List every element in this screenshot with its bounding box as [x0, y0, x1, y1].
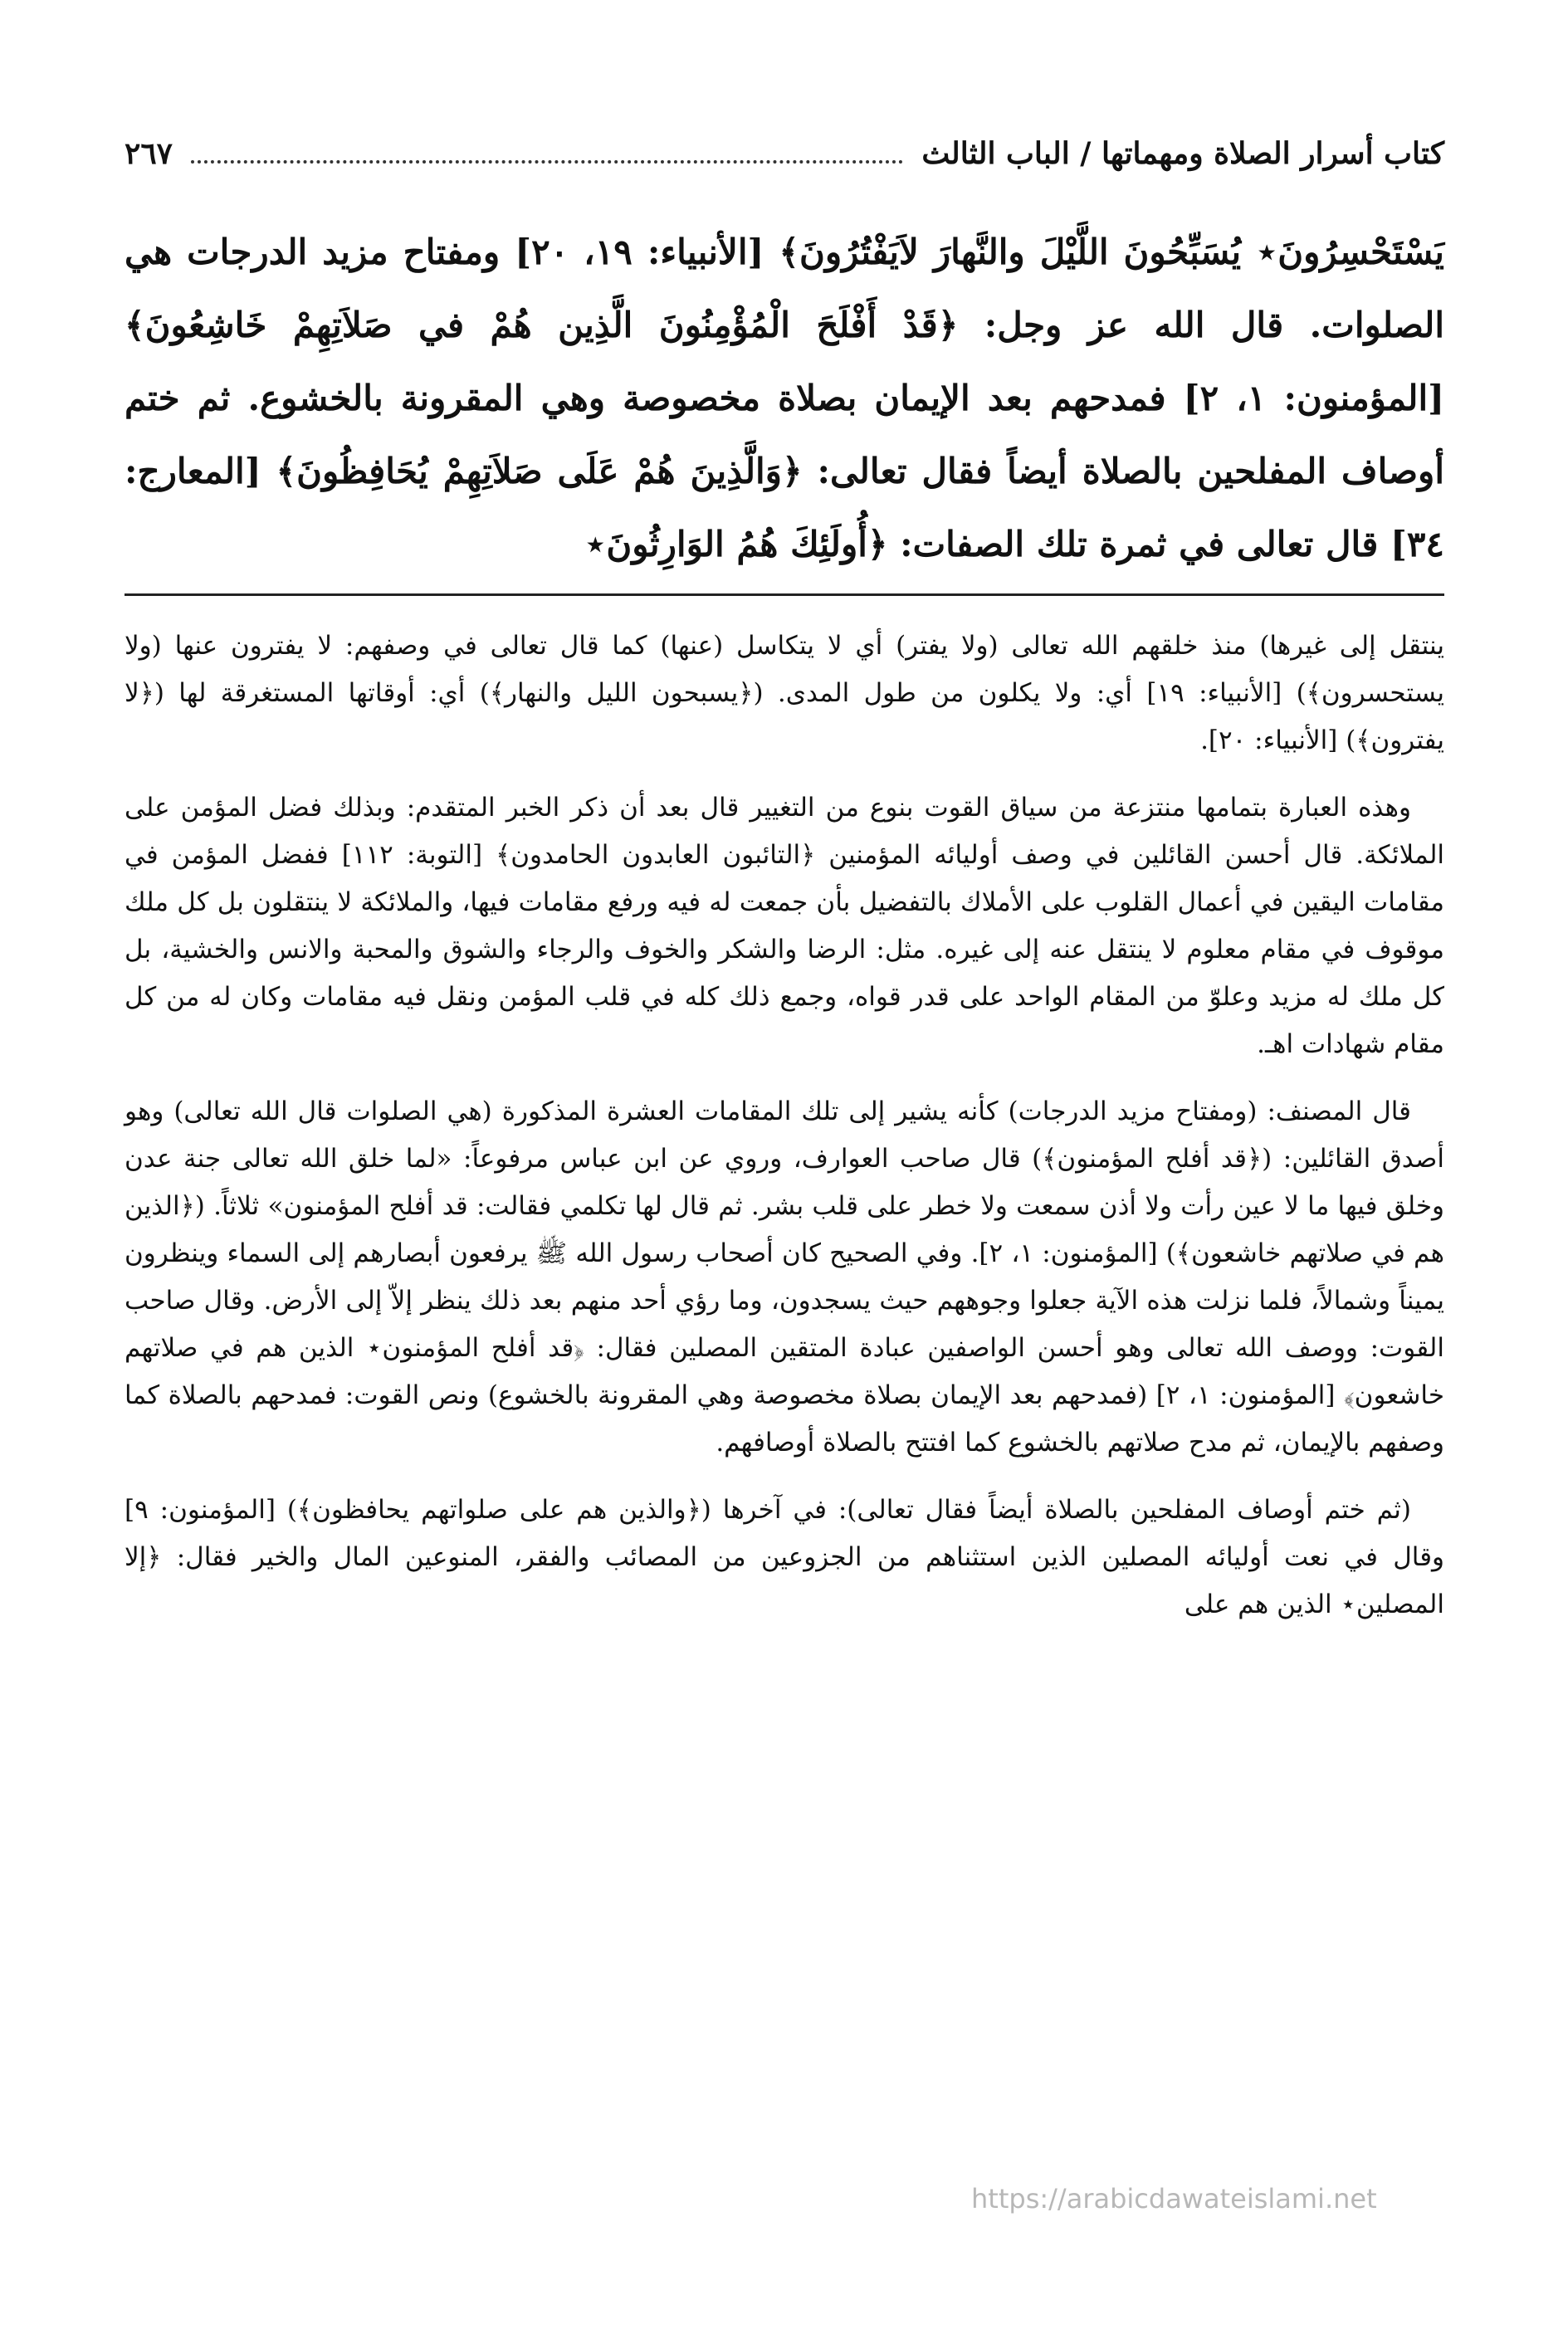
header-leader-dots [191, 160, 903, 164]
commentary-paragraph-3: قال المصنف: (ومفتاح مزيد الدرجات) كأنه يشير إلى تلك المقامات العشرة المذكورة (هي الصلوات قال الله تعالى) وهو أصدق القائلين: (﴿قد أفلح المؤمنون﴾) قال صاحب العوارف، وروي عن ابن عباس مرفوعاً: «لما خلق الله تعالى جنة عدن وخلق فيها ما لا عين رأت ولا أذن سمعت ولا خطر على قلب بشر. ثم قال لها تكلمي فقالت: قد أفلح المؤمنون» ثلاثاً. (﴿الذين هم في صلاتهم خاشعون﴾) [المؤمنون: ١، ٢]. وفي الصحيح كان أصحاب رسول الله ﷺ يرفعون أبصارهم إلى السماء وينظرون يميناً وشمالاً، فلما نزلت هذه الآية جعلوا وجوههم حيث يسجدون، وما رؤي أحد منهم بعد ذلك ينظر إلاّ إلى الأرض. وقال صاحب القوت: ووصف الله تعالى وهو أحسن الواصفين عبادة المتقين المصلين فقال: ﴿قد أفلح المؤمنون⋆ الذين هم في صلاتهم خاشعون﴾ [المؤمنون: ١، ٢] (فمدحهم بعد الإيمان بصلاة مخصوصة وهي المقرونة بالخشوع) ونص القوت: فمدحهم بالصلاة كما وصفهم بالإيمان، ثم مدح صلاتهم بالخشوع كما افتتح بالصلاة أوصافهم. [125, 1096, 1445, 1458]
header-title: كتاب أسرار الصلاة ومهماتها / الباب الثالث [921, 136, 1444, 171]
commentary-paragraph-2: وهذه العبارة بتمامها منتزعة من سياق القوت بنوع من التغيير قال بعد أن ذكر الخبر المتقدم: وبذلك فضل المؤمن على الملائكة. قال أحسن القائلين في وصف أوليائه المؤمنين ﴿التائبون العابدون الحامدون﴾ [التوبة: ١١٢] ففضل المؤمن في مقامات اليقين في أعمال القلوب على الأملاك بالتفضيل بأن جمعت له فيه ورفع مقامات فيها، والملائكة لا ينتقلون بل كل ملك موقوف في مقام معلوم لا ينتقل عنه إلى غيره. مثل: الرضا والشكر والخوف والرجاء والشوق والمحبة والانس والخشية، بل كل ملك له مزيد وعلوّ من المقام الواحد على قدر قواه، وجمع ذلك كله في قلب المؤمن ونقل فيه مقامات وكان له من كل مقام شهادات اهـ. [125, 793, 1445, 1059]
main-text: يَسْتَحْسِرُونَ⋆ يُسَبِّحُونَ اللَّيْلَ والنَّهارَ لاَيَفْتُرُونَ﴾ [الأنبياء: ١٩، ٢٠] ومفتاح مزيد الدرجات هي الصلوات. قال الله عز وجل: ﴿قَدْ أَفْلَحَ الْمُؤْمِنُونَ الَّذِين هُمْ في صَلاَتِهِمْ خَاشِعُونَ﴾ [المؤمنون: ١، ٢] فمدحهم بعد الإيمان بصلاة مخصوصة وهي المقرونة بالخشوع. ثم ختم أوصاف المفلحين بالصلاة أيضاً فقال تعالى: ﴿وَالَّذِينَ هُمْ عَلَى صَلاَتِهِمْ يُحَافِظُونَ﴾ [المعارج: ٣٤] قال تعالى في ثمرة تلك الصفات: ﴿أُولَئِكَ هُمُ الوَارِثُونَ⋆ [125, 232, 1445, 564]
running-header [125, 125, 1444, 183]
watermark-url: https://arabicdawateislami.net [971, 2183, 1377, 2215]
commentary-paragraph-4: (ثم ختم أوصاف المفلحين بالصلاة أيضاً فقال تعالى): في آخرها (﴿والذين هم على صلواتهم يحافظون﴾) [المؤمنون: ٩] وقال في نعت أوليائه المصلين الذين استثناهم من الجزوعين من المصائب والفقر، المنوعين المال والخير فقال: ﴿إلا المصلين⋆ الذين هم على [125, 1495, 1444, 1619]
text-divider [125, 593, 1444, 596]
page-number: ٢٦٧ [125, 136, 173, 171]
commentary-paragraph-1: ينتقل إلى غيرها) منذ خلقهم الله تعالى (ولا يفتر) أي لا يتكاسل (عنها) كما قال تعالى في وصفهم: لا يفترون عنها (ولا يستحسرون﴾) [الأنبياء: ١٩] أي: ولا يكلون من طول المدى. (﴿يسبحون الليل والنهار﴾) أي: أوقاتها المستغرقة لها (﴿لا يفترون﴾) [الأنبياء: ٢٠]. [125, 631, 1444, 755]
commentary [125, 623, 1444, 1648]
book-page [125, 125, 1444, 2249]
